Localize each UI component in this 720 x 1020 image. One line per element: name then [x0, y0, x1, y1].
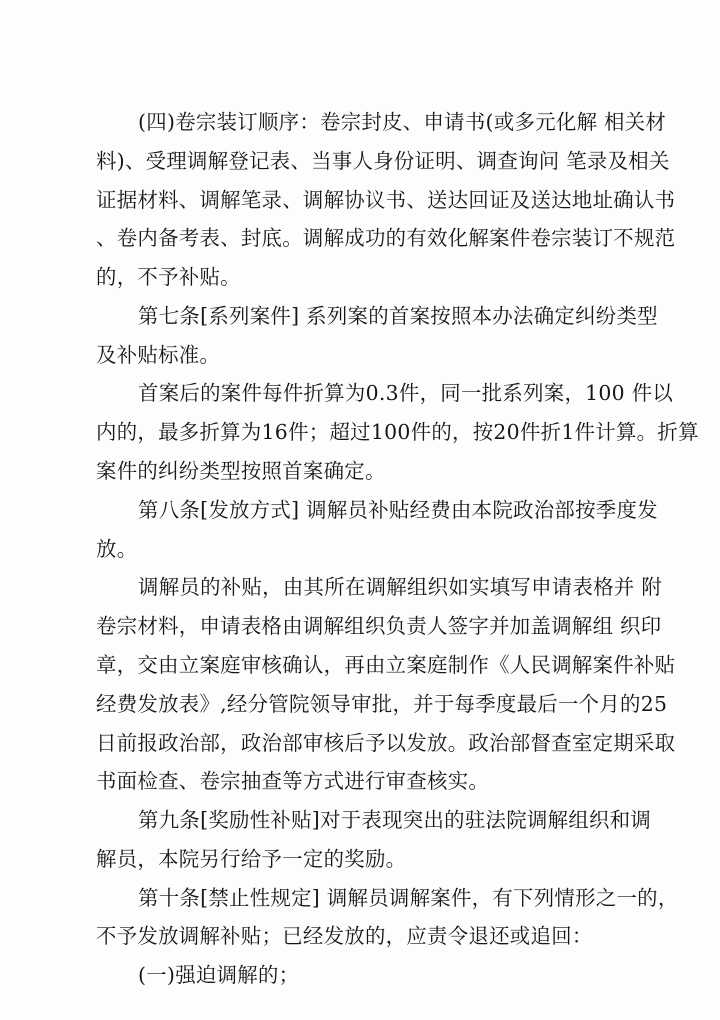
text-line: 不予发放调解补贴；已经发放的，应责令退还或追回：	[96, 924, 593, 949]
text-line: 第九条[奖励性补贴]对于表现突出的驻法院调解组织和调	[138, 808, 652, 833]
text-line: 首案后的案件每件折算为0.3件，同一批系列案，100 件以	[138, 381, 674, 406]
text-line: 书面检查、卷宗抽查等方式进行审查核实。	[96, 769, 490, 794]
text-line: (四)卷宗装订顺序：卷宗封皮、申请书(或多元化解 相关材	[138, 110, 667, 134]
text-line: 经费发放表》,经分管院领导审批，并于每季度最后一个月的25	[96, 691, 668, 716]
text-line: 调解员的补贴，由其所在调解组织如实填写申请表格并 附	[138, 575, 663, 600]
text-line: 、卷内备考表、封底。调解成功的有效化解案件卷宗装订不规范	[96, 226, 676, 251]
text-line: 章，交由立案庭审核确认，再由立案庭制作《人民调解案件补贴	[96, 652, 676, 677]
text-line: 卷宗材料，申请表格由调解组织负责人签字并加盖调解组 织印	[96, 614, 662, 639]
text-line: (一)强迫调解的；	[138, 963, 300, 988]
text-line: 的，不予补贴。	[96, 265, 241, 290]
text-line: 案件的纠纷类型按照首案确定。	[96, 459, 386, 484]
text-line: 料)、受理调解登记表、当事人身份证明、调查询问 笔录及相关	[96, 148, 670, 173]
text-line: 解员，本院另行给予一定的奖励。	[96, 846, 407, 871]
text-line: 内的，最多折算为16件；超过100件的，按20件折1件计算。折算	[96, 420, 699, 445]
text-line: 放。	[96, 536, 138, 561]
text-line: 证据材料、调解笔录、调解协议书、送达回证及送达地址确认书	[96, 187, 676, 212]
text-line: 第七条[系列案件] 系列案的首案按照本办法确定纠纷类型	[138, 303, 658, 328]
text-line: 第十条[禁止性规定] 调解员调解案件，有下列情形之一的，	[138, 885, 679, 910]
text-line: 第八条[发放方式] 调解员补贴经费由本院政治部按季度发	[138, 497, 658, 522]
text-line: 日前报政治部，政治部审核后予以发放。政治部督查室定期采取	[96, 730, 676, 755]
text-line: 及补贴标准。	[96, 342, 221, 367]
